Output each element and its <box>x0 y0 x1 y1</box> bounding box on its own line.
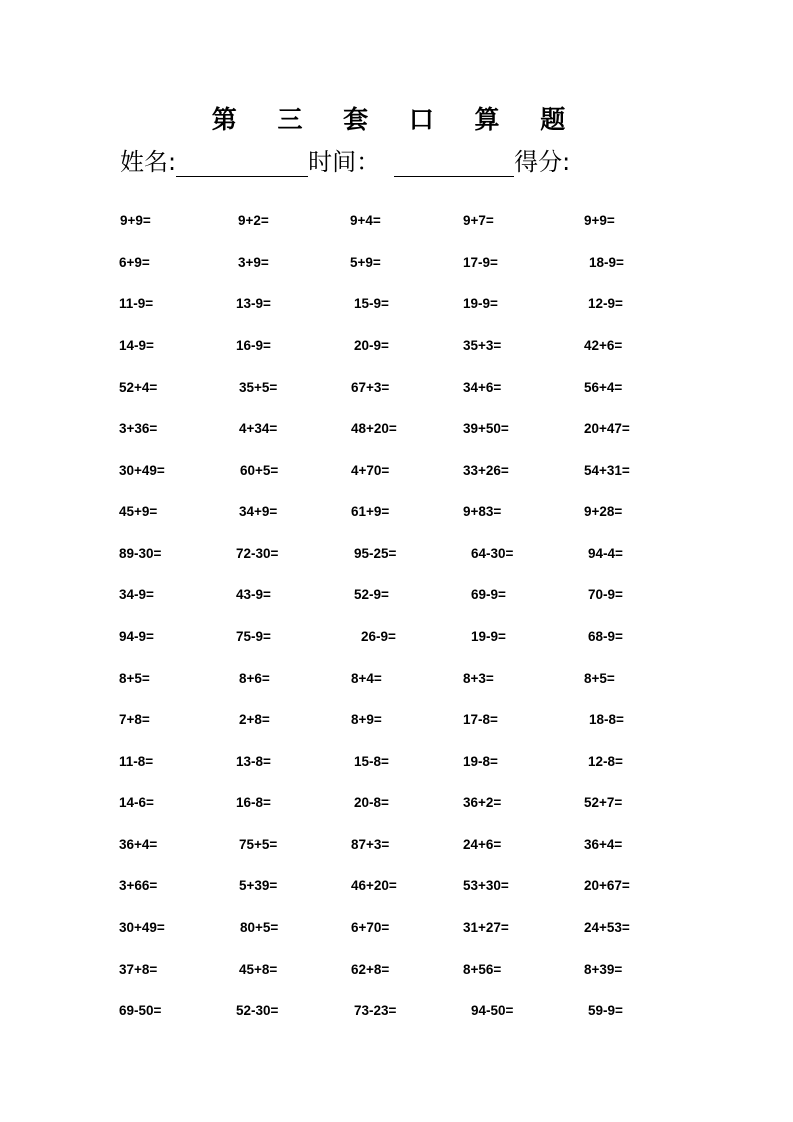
arithmetic-problem: 9+9= <box>120 213 151 228</box>
time-label: 时间： <box>308 148 381 176</box>
arithmetic-problem: 20-9= <box>354 338 389 353</box>
arithmetic-problem: 17-8= <box>463 712 498 727</box>
arithmetic-problem: 75+5= <box>239 837 278 852</box>
arithmetic-problem: 9+4= <box>350 213 381 228</box>
arithmetic-problem: 30+49= <box>119 920 165 935</box>
arithmetic-problem: 20-8= <box>354 795 389 810</box>
arithmetic-problem: 8+6= <box>239 671 270 686</box>
arithmetic-problem: 15-8= <box>354 754 389 769</box>
arithmetic-problem: 12-8= <box>588 754 623 769</box>
arithmetic-problem: 67+3= <box>351 380 390 395</box>
arithmetic-problem: 14-9= <box>119 338 154 353</box>
arithmetic-problem: 6+9= <box>119 255 150 270</box>
arithmetic-problem: 59-9= <box>588 1003 623 1018</box>
arithmetic-problem: 8+3= <box>463 671 494 686</box>
arithmetic-problem: 19-8= <box>463 754 498 769</box>
arithmetic-problem: 3+66= <box>119 878 158 893</box>
arithmetic-problem: 61+9= <box>351 504 390 519</box>
arithmetic-problem: 52-30= <box>236 1003 279 1018</box>
arithmetic-problem: 13-8= <box>236 754 271 769</box>
arithmetic-problem: 17-9= <box>463 255 498 270</box>
arithmetic-problem: 20+47= <box>584 421 630 436</box>
arithmetic-problem: 9+28= <box>584 504 623 519</box>
arithmetic-problem: 45+9= <box>119 504 158 519</box>
score-label: 得分: <box>514 148 571 176</box>
arithmetic-problem: 39+50= <box>463 421 509 436</box>
arithmetic-problem: 43-9= <box>236 587 271 602</box>
arithmetic-problem: 95-25= <box>354 546 397 561</box>
arithmetic-problem: 3+36= <box>119 421 158 436</box>
arithmetic-problem: 19-9= <box>463 296 498 311</box>
arithmetic-problem: 3+9= <box>238 255 269 270</box>
arithmetic-problem: 5+39= <box>239 878 278 893</box>
arithmetic-problem: 31+27= <box>463 920 509 935</box>
arithmetic-problem: 8+5= <box>584 671 615 686</box>
arithmetic-problem: 54+31= <box>584 463 630 478</box>
arithmetic-problem: 52+4= <box>119 380 158 395</box>
arithmetic-problem: 53+30= <box>463 878 509 893</box>
arithmetic-problem: 94-9= <box>119 629 154 644</box>
arithmetic-problem: 11-9= <box>119 296 154 311</box>
arithmetic-problem: 8+4= <box>351 671 382 686</box>
arithmetic-problem: 8+56= <box>463 962 502 977</box>
arithmetic-problem: 89-30= <box>119 546 162 561</box>
arithmetic-problem: 26-9= <box>361 629 396 644</box>
arithmetic-problem: 34+6= <box>463 380 502 395</box>
arithmetic-problem: 68-9= <box>588 629 623 644</box>
arithmetic-problem: 37+8= <box>119 962 158 977</box>
arithmetic-problem: 34+9= <box>239 504 278 519</box>
arithmetic-problem: 80+5= <box>240 920 279 935</box>
arithmetic-problem: 69-9= <box>471 587 506 602</box>
arithmetic-problem: 94-50= <box>471 1003 514 1018</box>
arithmetic-problem: 9+83= <box>463 504 502 519</box>
arithmetic-problem: 8+9= <box>351 712 382 727</box>
arithmetic-problem: 12-9= <box>588 296 623 311</box>
arithmetic-problem: 16-9= <box>236 338 271 353</box>
arithmetic-problem: 75-9= <box>236 629 271 644</box>
arithmetic-problem: 8+39= <box>584 962 623 977</box>
arithmetic-problem: 15-9= <box>354 296 389 311</box>
arithmetic-problem: 6+70= <box>351 920 390 935</box>
arithmetic-problem: 24+53= <box>584 920 630 935</box>
arithmetic-problem: 30+49= <box>119 463 165 478</box>
arithmetic-problem: 16-8= <box>236 795 271 810</box>
arithmetic-problem: 13-9= <box>236 296 271 311</box>
arithmetic-problem: 52-9= <box>354 587 389 602</box>
arithmetic-problem: 35+5= <box>239 380 278 395</box>
arithmetic-problem: 36+4= <box>119 837 158 852</box>
arithmetic-problem: 4+34= <box>239 421 278 436</box>
arithmetic-problem: 42+6= <box>584 338 623 353</box>
arithmetic-problem: 5+9= <box>350 255 381 270</box>
arithmetic-problem: 87+3= <box>351 837 390 852</box>
arithmetic-problem: 24+6= <box>463 837 502 852</box>
arithmetic-problem: 34-9= <box>119 587 154 602</box>
arithmetic-problem: 14-6= <box>119 795 154 810</box>
arithmetic-problem: 94-4= <box>588 546 623 561</box>
arithmetic-problem: 73-23= <box>354 1003 397 1018</box>
name-label: 姓名: <box>120 148 177 176</box>
arithmetic-problem: 2+8= <box>239 712 270 727</box>
arithmetic-problem: 9+9= <box>584 213 615 228</box>
arithmetic-problem: 8+5= <box>119 671 150 686</box>
arithmetic-problem: 18-9= <box>589 255 624 270</box>
arithmetic-problem: 70-9= <box>588 587 623 602</box>
arithmetic-problem: 56+4= <box>584 380 623 395</box>
arithmetic-problem: 19-9= <box>471 629 506 644</box>
arithmetic-problem: 36+2= <box>463 795 502 810</box>
arithmetic-problem: 64-30= <box>471 546 514 561</box>
arithmetic-problem: 46+20= <box>351 878 397 893</box>
arithmetic-problem: 4+70= <box>351 463 390 478</box>
arithmetic-problem: 9+7= <box>463 213 494 228</box>
arithmetic-problem: 62+8= <box>351 962 390 977</box>
arithmetic-problem: 52+7= <box>584 795 623 810</box>
arithmetic-problem: 48+20= <box>351 421 397 436</box>
arithmetic-problem: 11-8= <box>119 754 154 769</box>
arithmetic-problem: 33+26= <box>463 463 509 478</box>
page-title: 第 三 套 口 算 题 <box>211 105 582 134</box>
arithmetic-problem: 60+5= <box>240 463 279 478</box>
arithmetic-problem: 36+4= <box>584 837 623 852</box>
arithmetic-problem: 18-8= <box>589 712 624 727</box>
arithmetic-problem: 45+8= <box>239 962 278 977</box>
arithmetic-problem: 20+67= <box>584 878 630 893</box>
arithmetic-problem: 72-30= <box>236 546 279 561</box>
arithmetic-problem: 9+2= <box>238 213 269 228</box>
arithmetic-problem: 69-50= <box>119 1003 162 1018</box>
arithmetic-problem: 35+3= <box>463 338 502 353</box>
arithmetic-problem: 7+8= <box>119 712 150 727</box>
